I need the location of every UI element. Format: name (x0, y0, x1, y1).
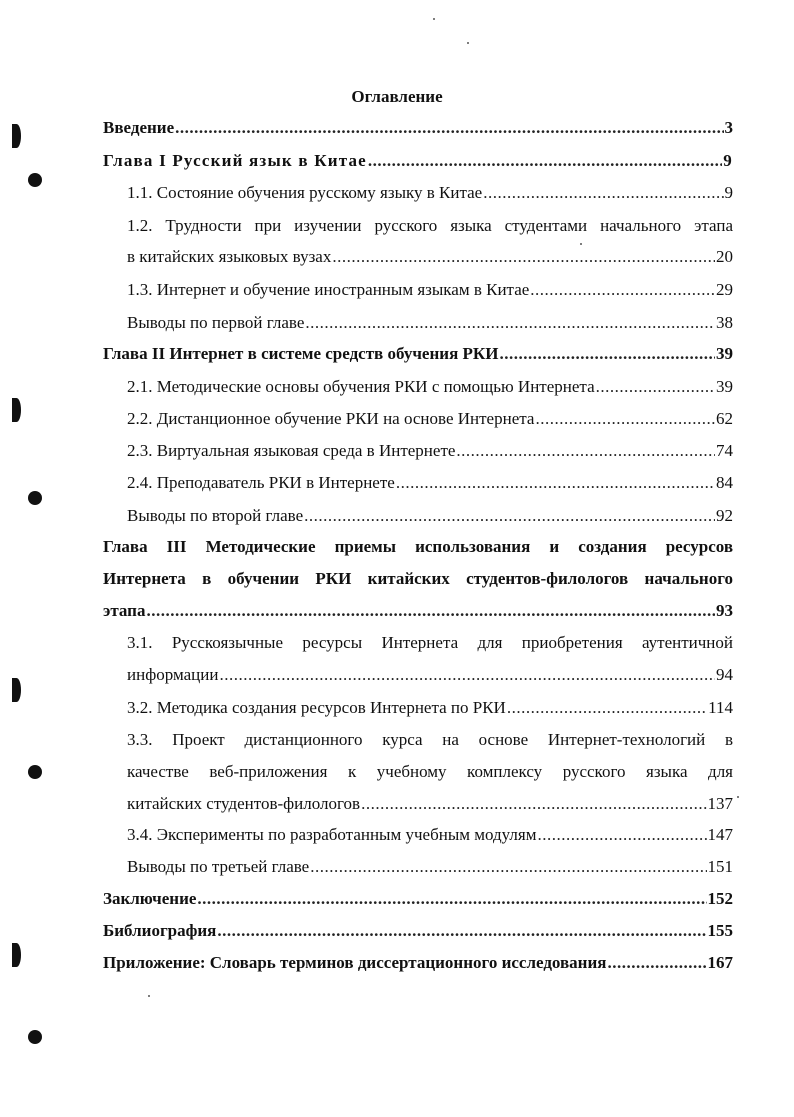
scan-speck (580, 243, 582, 245)
toc-page-number: 39 (716, 344, 733, 363)
scan-speck (433, 18, 435, 20)
scan-speck (467, 42, 469, 44)
toc-page-number: 39 (716, 377, 733, 396)
toc-entry-title: в китайских языковых вузах (127, 247, 332, 266)
leader-dots (361, 793, 706, 815)
toc-entry-chapter-2[interactable] (103, 343, 733, 365)
scan-speck (148, 995, 150, 997)
toc-page-number: 94 (716, 665, 733, 684)
toc-entry-3-3-line: качестве веб-приложения к учебному комплексу русского языка для (127, 762, 733, 781)
toc-entry-title: 2.3. Виртуальная языковая среда в Интернете (127, 441, 456, 460)
leader-dots (310, 856, 706, 878)
toc-page-number: 151 (707, 857, 733, 876)
toc-entry-2-1[interactable] (127, 376, 733, 398)
toc-entry-title: Введение (103, 118, 175, 137)
leader-dots (483, 182, 723, 204)
toc-entry-2-2[interactable] (127, 408, 733, 430)
toc-entry-title: 1.1. Состояние обучения русскому языку в Китае (127, 183, 483, 202)
toc-entry-1-2[interactable] (127, 246, 733, 268)
toc-entry-3-1-line: 3.1. Русскоязычные ресурсы Интернета для приобретения аутентичной (127, 633, 733, 652)
toc-entry-title: 3.4. Эксперименты по разработанным учебным модулям (127, 825, 537, 844)
leader-dots (304, 505, 715, 527)
toc-entry-title: этапа (103, 601, 146, 620)
toc-entry-title: Глава II Интернет в системе средств обучения РКИ (103, 344, 499, 363)
toc-entry-3-4[interactable] (127, 824, 733, 846)
leader-dots (538, 824, 707, 846)
toc-entry-title: Заключение (103, 889, 197, 908)
toc-page-number: 114 (708, 698, 733, 717)
toc-entry-chapter-3[interactable] (103, 600, 733, 622)
toc-entry-title: 1.3. Интернет и обучение иностранным языкам в Китае (127, 280, 530, 299)
toc-entry-title: 2.4. Преподаватель РКИ в Интернете (127, 473, 395, 492)
toc-entry-appendix[interactable] (103, 952, 733, 974)
toc-page-number: 3 (724, 118, 733, 137)
leader-dots (175, 117, 723, 139)
toc-page-number: 62 (716, 409, 733, 428)
toc-page-number: 152 (707, 889, 733, 908)
punch-hole-mark (12, 124, 21, 148)
leader-dots (507, 697, 707, 719)
toc-entry-title: Выводы по третьей главе (127, 857, 310, 876)
toc-entry-3-2[interactable] (127, 697, 733, 719)
leader-dots (332, 246, 715, 268)
leader-dots (396, 472, 715, 494)
toc-entry-title: 2.2. Дистанционное обучение РКИ на основе Интернета (127, 409, 535, 428)
toc-page-number: 92 (716, 506, 733, 525)
toc-entry-title: Глава I Русский язык в Китае (103, 151, 367, 170)
leader-dots (530, 279, 715, 301)
toc-page-number: 155 (707, 921, 733, 940)
toc-entry-conclusions-2[interactable] (127, 505, 733, 527)
punch-hole-mark (28, 491, 42, 505)
toc-page-number: 38 (716, 313, 733, 332)
toc-entry-title: Приложение: Словарь терминов диссертационного исследования (103, 953, 607, 972)
toc-page-number: 29 (716, 280, 733, 299)
leader-dots (197, 888, 706, 910)
toc-entry-3-3[interactable] (127, 793, 733, 815)
leader-dots (596, 376, 715, 398)
toc-entry-title: Библиография (103, 921, 217, 940)
toc-entry-1-1[interactable] (127, 182, 733, 204)
leader-dots (368, 150, 722, 172)
toc-page-number: 9 (724, 183, 733, 202)
toc-page-number: 167 (707, 953, 733, 972)
leader-dots (305, 312, 715, 334)
toc-page-number: 93 (716, 601, 733, 620)
toc-entry-conclusions-1[interactable] (127, 312, 733, 334)
toc-entry-title: информации (127, 665, 219, 684)
toc-page-number: 147 (707, 825, 733, 844)
toc-entry-chapter-3-line: Глава III Методические приемы использования и создания ресурсов (103, 537, 733, 556)
toc-entry-conclusions-3[interactable] (127, 856, 733, 878)
leader-dots (146, 600, 715, 622)
leader-dots (535, 408, 715, 430)
toc-page-number: 74 (716, 441, 733, 460)
toc-entry-title: 3.2. Методика создания ресурсов Интернета по РКИ (127, 698, 506, 717)
toc-entry-chapter-3-line: Интернета в обучении РКИ китайских студентов-филологов начального (103, 569, 733, 588)
punch-hole-mark (28, 173, 42, 187)
toc-entry-title: Выводы по первой главе (127, 313, 305, 332)
toc-entry-conclusion[interactable] (103, 888, 733, 910)
toc-entry-chapter-1[interactable] (103, 150, 733, 172)
toc-entry-3-3-line: 3.3. Проект дистанционного курса на основе Интернет-технологий в (127, 730, 733, 749)
punch-hole-mark (28, 1030, 42, 1044)
scan-speck (737, 796, 739, 798)
leader-dots (607, 952, 706, 974)
punch-hole-mark (28, 765, 42, 779)
toc-entry-2-4[interactable] (127, 472, 733, 494)
toc-entry-title: китайских студентов-филологов (127, 794, 361, 813)
punch-hole-mark (12, 678, 21, 702)
toc-entry-title: 2.1. Методические основы обучения РКИ с помощью Интернета (127, 377, 595, 396)
punch-hole-mark (12, 398, 21, 422)
toc-entry-title: Выводы по второй главе (127, 506, 304, 525)
toc-page-number: 9 (723, 151, 733, 170)
toc-entry-1-3[interactable] (127, 279, 733, 301)
leader-dots (499, 343, 715, 365)
leader-dots (219, 664, 715, 686)
toc-entry-3-1[interactable] (127, 664, 733, 686)
toc-entry-2-3[interactable] (127, 440, 733, 462)
toc-entry-introduction[interactable] (103, 117, 733, 139)
toc-entry-1-2-line: 1.2. Трудности при изучении русского языка студентами начального этапа (127, 216, 733, 235)
toc-page-number: 20 (716, 247, 733, 266)
page-title: Оглавление (351, 87, 443, 106)
toc-entry-bibliography[interactable] (103, 920, 733, 942)
leader-dots (456, 440, 715, 462)
toc-page-number: 137 (707, 794, 733, 813)
leader-dots (217, 920, 706, 942)
toc-page-number: 84 (716, 473, 733, 492)
punch-hole-mark (12, 943, 21, 967)
